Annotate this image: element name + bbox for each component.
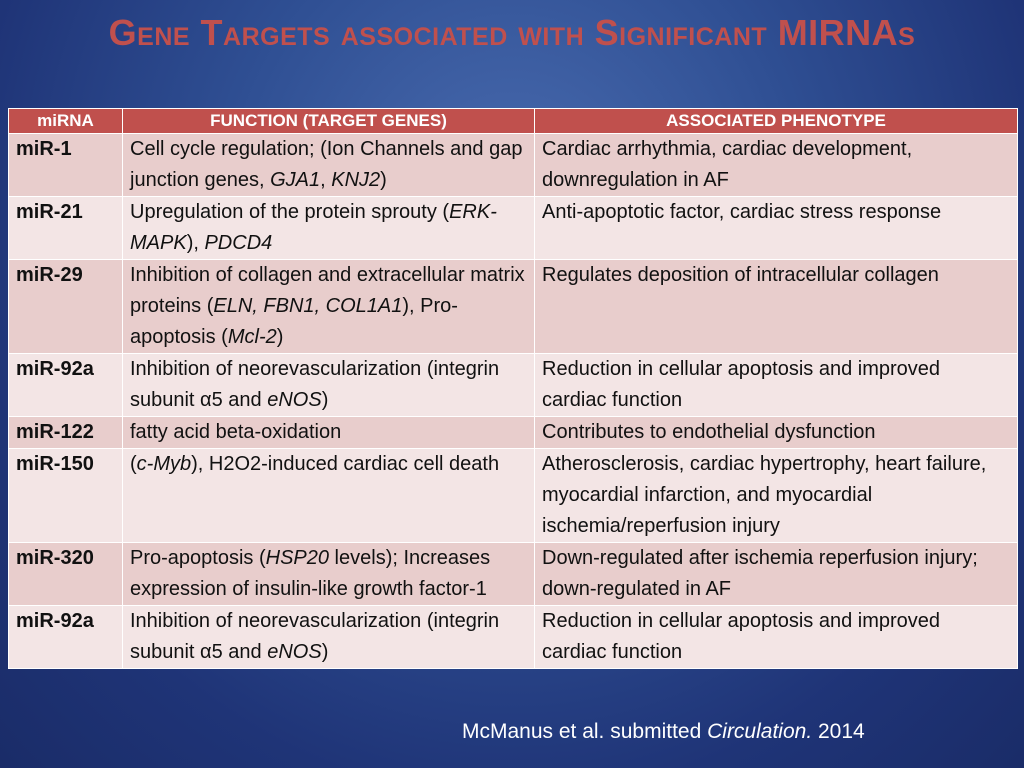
- function-text: ): [321, 389, 329, 411]
- table-row: [9, 606, 1018, 669]
- cell-function: [123, 134, 535, 197]
- gene-name: ERK-MAPK: [130, 201, 497, 254]
- gene-name: GJA1: [270, 169, 321, 191]
- cell-function: [123, 354, 535, 417]
- function-text: levels); Increases expression of insulin-like growth factor-1: [130, 547, 491, 600]
- table-row: [9, 417, 1018, 449]
- cell-phenotype: Reduction in cellular apoptosis and improved cardiac function: [535, 354, 1018, 417]
- function-text: Inhibition of collagen and extracellular matrix proteins (: [130, 264, 525, 317]
- function-text: ), Pro-apoptosis (: [130, 295, 458, 348]
- table-row: [9, 543, 1018, 606]
- cell-phenotype: Atherosclerosis, cardiac hypertrophy, heart failure, myocardial infarction, and myocardial ischemia/reperfusion injury: [535, 449, 1018, 543]
- gene-name: PDCD4: [204, 232, 273, 254]
- cell-mirna: miR-92a: [9, 354, 123, 417]
- mirna-table: [8, 108, 1018, 669]
- gene-name: c-Myb: [136, 453, 192, 475]
- function-text: Cell cycle regulation; (Ion Channels and gap junction genes,: [130, 138, 523, 191]
- table-row: [9, 260, 1018, 354]
- function-text: Inhibition of neorevascularization (integrin subunit α5 and: [130, 358, 500, 411]
- cell-mirna: miR-150: [9, 449, 123, 543]
- cell-mirna: miR-92a: [9, 606, 123, 669]
- gene-name: eNOS: [267, 389, 322, 411]
- function-text: ,: [320, 169, 332, 191]
- cell-mirna: miR-29: [9, 260, 123, 354]
- header-phenotype: ASSOCIATED PHENOTYPE: [535, 109, 1018, 134]
- function-text: ),: [186, 232, 205, 254]
- cell-phenotype: Contributes to endothelial dysfunction: [535, 417, 1018, 449]
- slide-title: Gene Targets associated with Significant MIRNAs: [108, 12, 916, 53]
- gene-name: KNJ2: [331, 169, 381, 191]
- cell-mirna: miR-320: [9, 543, 123, 606]
- function-text: Pro-apoptosis (: [130, 547, 266, 569]
- citation-year: 2014: [812, 720, 865, 743]
- gene-name: ELN, FBN1, COL1A1: [213, 295, 403, 317]
- gene-name: eNOS: [267, 641, 322, 663]
- function-text: ): [380, 169, 387, 191]
- cell-function: [123, 606, 535, 669]
- cell-phenotype: Cardiac arrhythmia, cardiac development, downregulation in AF: [535, 134, 1018, 197]
- function-text: fatty acid beta-oxidation: [130, 421, 342, 443]
- cell-function: [123, 197, 535, 260]
- cell-phenotype: Down-regulated after ischemia reperfusion injury; down-regulated in AF: [535, 543, 1018, 606]
- citation-journal: Circulation.: [707, 720, 813, 743]
- gene-name: HSP20: [265, 547, 329, 569]
- function-text: ): [276, 326, 284, 348]
- cell-function: [123, 543, 535, 606]
- cell-mirna: miR-21: [9, 197, 123, 260]
- table-row: [9, 354, 1018, 417]
- function-text: ): [321, 641, 329, 663]
- cell-function: [123, 260, 535, 354]
- cell-mirna: miR-122: [9, 417, 123, 449]
- header-function: FUNCTION (TARGET GENES): [123, 109, 535, 134]
- citation-prefix: McManus et al. submitted: [462, 720, 708, 743]
- table-row: [9, 449, 1018, 543]
- function-text: Inhibition of neorevascularization (integrin subunit α5 and: [130, 610, 500, 663]
- cell-phenotype: Reduction in cellular apoptosis and improved cardiac function: [535, 606, 1018, 669]
- header-mirna: miRNA: [9, 109, 123, 134]
- function-text: Upregulation of the protein sprouty (: [130, 201, 450, 223]
- cell-mirna: miR-1: [9, 134, 123, 197]
- table-row: [9, 134, 1018, 197]
- table-row: [9, 197, 1018, 260]
- gene-name: Mcl-2: [227, 326, 277, 348]
- cell-phenotype: Regulates deposition of intracellular collagen: [535, 260, 1018, 354]
- function-text: (: [130, 453, 137, 475]
- cell-phenotype: Anti-apoptotic factor, cardiac stress response: [535, 197, 1018, 260]
- cell-function: [123, 449, 535, 543]
- function-text: ), H2O2-induced cardiac cell death: [191, 453, 500, 475]
- cell-function: [123, 417, 535, 449]
- table-header-row: [9, 109, 1018, 134]
- table-body: [9, 134, 1018, 669]
- citation: [462, 720, 865, 744]
